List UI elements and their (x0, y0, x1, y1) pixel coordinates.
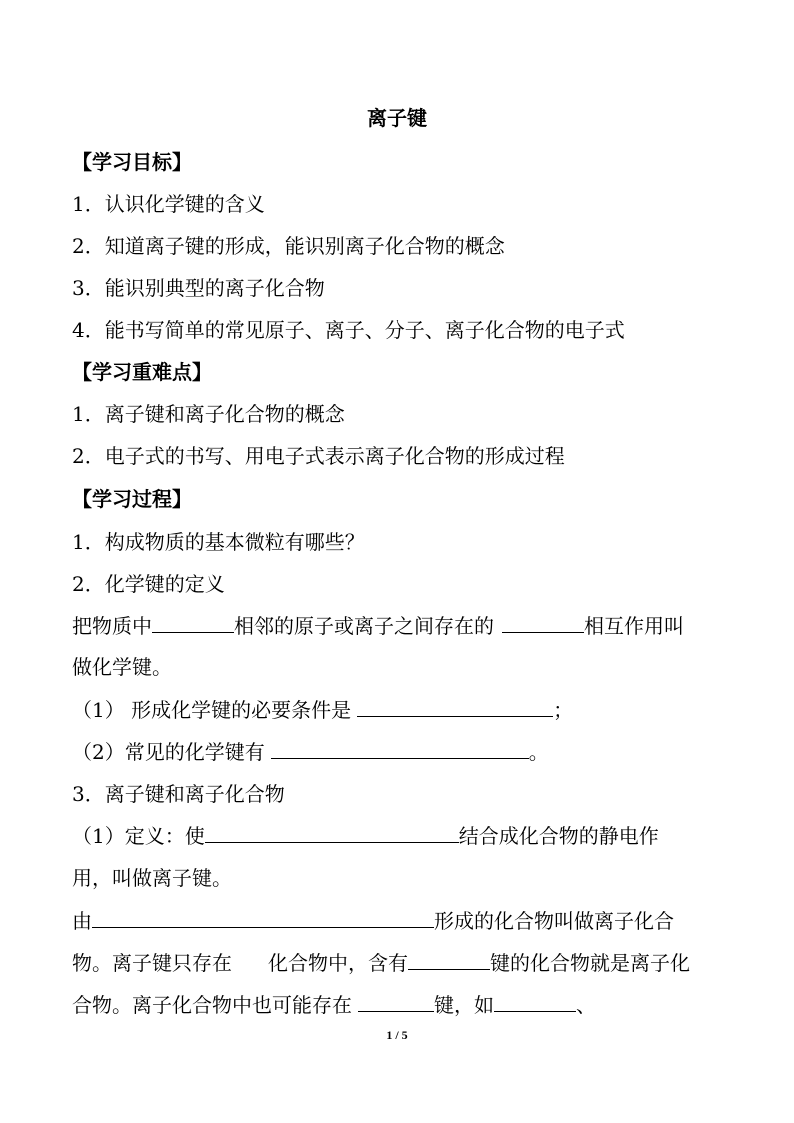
ionic-definition-text-a: （1）定义：使 (72, 824, 205, 848)
condition-line (72, 698, 573, 722)
key-point-item-2: 2．电子式的书写、用电子式表示离子化合物的形成过程 (72, 444, 565, 468)
ionic-bond-exists-line (72, 951, 690, 975)
document-title: 离子键 (367, 106, 427, 130)
fill-blank[interactable] (494, 993, 576, 1012)
fill-blank[interactable] (205, 824, 459, 843)
fill-blank[interactable] (502, 614, 584, 633)
common-bonds-text: （2）常见的化学键有 (72, 740, 265, 764)
ionic-compound-text-b: 形成的化合物叫做离子化合 (434, 909, 674, 933)
definition-text-b: 相邻的原子或离子之间存在的 (234, 614, 494, 638)
fill-blank[interactable] (271, 740, 529, 759)
fill-blank[interactable] (408, 951, 490, 970)
other-bonds-text-a: 合物。离子化合物中也可能存在 (72, 993, 352, 1017)
objective-item-3: 3．能识别典型的离子化合物 (72, 276, 325, 300)
process-question-1: 1．构成物质的基本微粒有哪些？ (72, 530, 365, 554)
ionic-compound-text-a: 由 (72, 909, 92, 933)
key-point-item-1: 1．离子键和离子化合物的概念 (72, 402, 345, 426)
fill-blank[interactable] (152, 614, 234, 633)
fill-blank[interactable] (357, 698, 553, 717)
condition-text: （1） 形成化学键的必要条件是 (72, 698, 352, 722)
objective-item-2: 2．知道离子键的形成，能识别离子化合物的概念 (72, 234, 505, 258)
process-heading: 【学习过程】 (72, 487, 192, 511)
process-question-2: 2．化学键的定义 (72, 572, 225, 596)
ionic-bond-text-b: 化合物中，含有 (268, 951, 408, 975)
definition-text-c: 相互作用叫 (584, 614, 684, 638)
page-number: 1 / 5 (386, 1028, 408, 1042)
definition-line-continued: 做化学键。 (72, 655, 172, 679)
ionic-compound-line (72, 909, 674, 933)
common-bonds-end: 。 (528, 740, 549, 764)
fill-blank[interactable] (358, 993, 434, 1012)
objectives-heading: 【学习目标】 (72, 150, 192, 174)
definition-line (72, 614, 684, 638)
ionic-bond-text-a: 物。离子键只存在 (72, 951, 232, 975)
process-question-3: 3．离子键和离子化合物 (72, 782, 285, 806)
fill-blank[interactable] (92, 909, 434, 928)
definition-text-a: 把物质中 (72, 614, 152, 638)
common-bonds-line (72, 740, 549, 764)
ionic-definition-text-b: 结合成化合物的静电作 (458, 824, 659, 848)
other-bonds-text-b: 键，如 (434, 993, 494, 1017)
objective-item-1: 1．认识化学键的含义 (72, 192, 265, 216)
ionic-definition-line (72, 824, 659, 848)
other-bonds-text-c: 、 (576, 993, 596, 1017)
ionic-bond-text-c: 键的化合物就是离子化 (490, 951, 690, 975)
objective-item-4: 4．能书写简单的常见原子、离子、分子、离子化合物的电子式 (72, 318, 625, 342)
condition-end: ； (553, 698, 574, 722)
key-points-heading: 【学习重难点】 (72, 360, 212, 384)
ionic-definition-line-continued: 用，叫做离子键。 (72, 866, 232, 890)
other-bonds-line (72, 993, 596, 1017)
